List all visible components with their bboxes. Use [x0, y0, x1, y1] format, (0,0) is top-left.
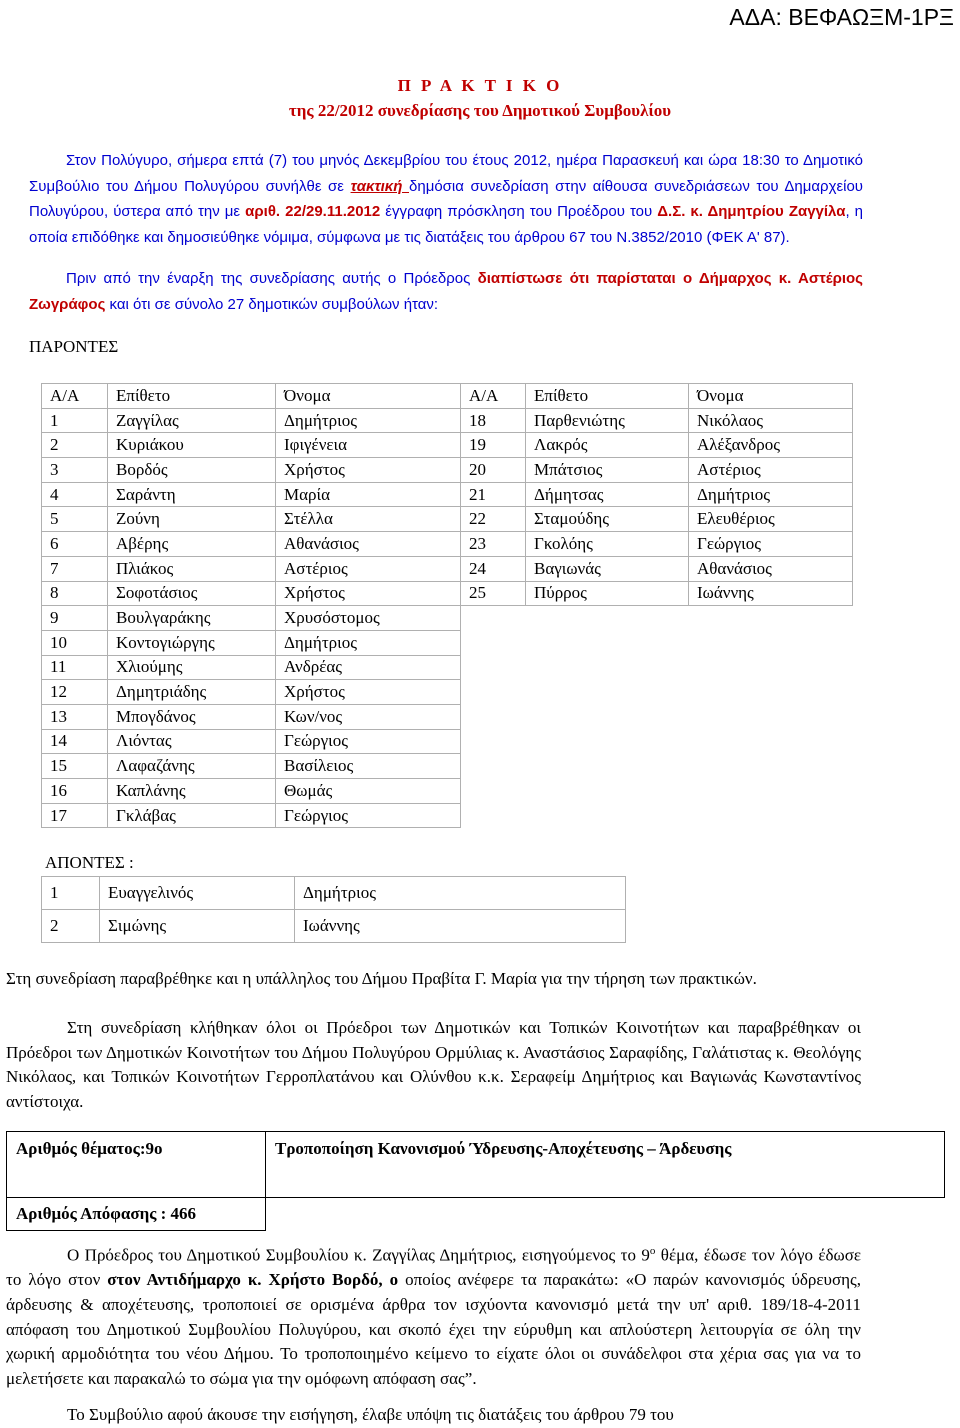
- member-number: 3: [42, 458, 108, 483]
- table-row: [42, 779, 853, 804]
- member-firstname: Χρήστος: [276, 458, 461, 483]
- member-surname: Σταμούδης: [526, 507, 689, 532]
- member-number: 14: [42, 729, 108, 754]
- member-firstname: Χρήστος: [276, 680, 461, 705]
- member-firstname: Κων/νος: [276, 704, 461, 729]
- column-header: Επίθετο: [108, 384, 276, 409]
- topic-title: Τροποποίηση Κανονισμού Ύδρευσης-Αποχέτευσης – Άρδευσης: [266, 1132, 945, 1198]
- member-surname: Μπογδάνος: [108, 704, 276, 729]
- table-row: [42, 704, 853, 729]
- member-surname: Καπλάνης: [108, 779, 276, 804]
- present-heading: ΠΑΡΟΝΤΕΣ: [29, 337, 119, 356]
- empty-cell: [461, 779, 526, 804]
- member-firstname: Αστέριος: [689, 458, 853, 483]
- member-number: 5: [42, 507, 108, 532]
- table-row: [42, 680, 853, 705]
- member-surname: Σαράντη: [108, 482, 276, 507]
- member-number: 13: [42, 704, 108, 729]
- intro-text-5: έγγραφη πρόσκληση του Προέδρου του: [380, 203, 658, 221]
- intro-text-3: δημόσια συνεδρίαση στην αίθουσα συνεδριάσεων του Δημαρχείου Πολυγύρου, ύστερα από την με: [29, 177, 864, 221]
- member-number: 11: [42, 655, 108, 680]
- body-text-2: θέμα, έδωσε τον λόγο έδωσε το λόγο στον: [6, 1245, 861, 1290]
- member-surname: Ζαγγίλας: [108, 408, 276, 433]
- document-title: Π Ρ Α Κ Τ Ι Κ Ο: [397, 76, 563, 95]
- member-number: 22: [461, 507, 526, 532]
- intro-text-7: , η οποία επιδόθηκε και δημοσιεύθηκε νόμιμα, σύμφωνα με τις διατάξεις του άρθρου 67 του Ν.3852/2010 (ΦΕΚ Α' 87).: [29, 203, 863, 247]
- member-surname: Παρθενιώτης: [526, 408, 689, 433]
- member-surname: Δήμητσας: [526, 482, 689, 507]
- column-header: Α/Α: [461, 384, 526, 409]
- member-firstname: Θωμάς: [276, 779, 461, 804]
- table-row: [42, 754, 853, 779]
- document-subtitle: της 22/2012 συνεδρίασης του Δημοτικού Συμβουλίου: [288, 101, 672, 120]
- empty-cell: [526, 630, 689, 655]
- absent-number: 1: [42, 877, 100, 910]
- table-row: [42, 408, 853, 433]
- member-surname: Πύρρος: [526, 581, 689, 606]
- topic-number: Αριθμός θέματος:9ο: [7, 1132, 266, 1198]
- member-surname: Δημητριάδης: [108, 680, 276, 705]
- member-surname: Βουλγαράκης: [108, 606, 276, 631]
- member-firstname: Γεώργιος: [689, 532, 853, 557]
- table-row: [42, 532, 853, 557]
- empty-cell: [526, 754, 689, 779]
- member-firstname: Χρυσόστομος: [276, 606, 461, 631]
- member-firstname: Βασίλειος: [276, 754, 461, 779]
- body-space: [383, 1270, 390, 1289]
- member-number: 20: [461, 458, 526, 483]
- absent-firstname: Ιωάννης: [295, 910, 626, 943]
- member-number: 1: [42, 408, 108, 433]
- intro-session-type: τακτική: [350, 177, 409, 195]
- member-number: 24: [461, 556, 526, 581]
- member-firstname: Αθανάσιος: [276, 532, 461, 557]
- member-firstname: Νικόλαος: [689, 408, 853, 433]
- member-surname: Βαγιωνάς: [526, 556, 689, 581]
- subject-box: [6, 1131, 945, 1231]
- absent-firstname: Δημήτριος: [295, 877, 626, 910]
- ada-code: ΑΔΑ: ΒΕΦΑΩΞΜ-1ΡΞ: [729, 4, 954, 30]
- member-surname: Ζούνη: [108, 507, 276, 532]
- empty-cell: [689, 779, 853, 804]
- empty-cell: [461, 803, 526, 828]
- body-deputy-mayor: στον Αντιδήμαρχο κ. Χρήστο Βορδό,: [107, 1270, 383, 1290]
- empty-cell: [689, 803, 853, 828]
- member-firstname: Δημήτριος: [276, 408, 461, 433]
- table-row: [42, 606, 853, 631]
- member-firstname: Γεώργιος: [276, 729, 461, 754]
- member-firstname: Μαρία: [276, 482, 461, 507]
- column-header: Όνομα: [276, 384, 461, 409]
- table-row: [42, 482, 853, 507]
- present-members-table: [41, 383, 853, 828]
- table-row: [42, 655, 853, 680]
- table-row: [42, 433, 853, 458]
- table-row: [42, 507, 853, 532]
- member-surname: Λακρός: [526, 433, 689, 458]
- empty-cell: [461, 704, 526, 729]
- empty-cell: [526, 704, 689, 729]
- member-number: 15: [42, 754, 108, 779]
- empty-cell: [526, 655, 689, 680]
- member-number: 4: [42, 482, 108, 507]
- table-row: [42, 803, 853, 828]
- table-header-row: [42, 384, 853, 409]
- column-header: Όνομα: [689, 384, 853, 409]
- body-text-1: Ο Πρόεδρος του Δημοτικού Συμβουλίου κ. Ζαγγίλας Δημήτριος, εισηγούμενος το 9: [67, 1245, 650, 1265]
- empty-cell: [689, 655, 853, 680]
- member-firstname: Ανδρέας: [276, 655, 461, 680]
- member-number: 16: [42, 779, 108, 804]
- member-surname: Λιόντας: [108, 729, 276, 754]
- member-firstname: Γεώργιος: [276, 803, 461, 828]
- member-number: 9: [42, 606, 108, 631]
- absent-members-table: [41, 876, 626, 943]
- member-surname: Σοφοτάσιος: [108, 581, 276, 606]
- member-surname: Χλιούμης: [108, 655, 276, 680]
- quorum-text-3: και ότι σε σύνολο 27 δημοτικών συμβούλων ήταν:: [105, 295, 439, 313]
- member-firstname: Δημήτριος: [276, 630, 461, 655]
- empty-cell: [689, 704, 853, 729]
- member-surname: Αβέρης: [108, 532, 276, 557]
- intro-president: Δ.Σ. κ. Δημητρίου Ζαγγίλα: [657, 203, 846, 221]
- member-surname: Κυριάκου: [108, 433, 276, 458]
- member-firstname: Χρήστος: [276, 581, 461, 606]
- body-bold-o: ο: [389, 1270, 399, 1290]
- empty-cell: [461, 655, 526, 680]
- table-row: [42, 910, 626, 943]
- empty-cell: [526, 680, 689, 705]
- column-header: Επίθετο: [526, 384, 689, 409]
- member-firstname: Αθανάσιος: [689, 556, 853, 581]
- table-row: [42, 729, 853, 754]
- empty-cell: [689, 680, 853, 705]
- quorum-paragraph: [29, 266, 863, 317]
- empty-cell: [689, 630, 853, 655]
- member-surname: Μπάτσιος: [526, 458, 689, 483]
- empty-cell: [461, 630, 526, 655]
- member-number: 17: [42, 803, 108, 828]
- empty-cell: [689, 606, 853, 631]
- table-row: [42, 877, 626, 910]
- member-number: 10: [42, 630, 108, 655]
- member-firstname: Δημήτριος: [689, 482, 853, 507]
- intro-paragraph: [29, 148, 863, 251]
- invited-paragraph: Στη συνεδρίαση κλήθηκαν όλοι οι Πρόεδροι των Δημοτικών και Τοπικών Κοινοτήτων και παραβρέθηκαν οι Πρόεδροι των Δημοτικών Κοινοτήτων του Δήμου Πολυγύρου Ορμύλιας κ. Αναστάσιος Σαραφίδης, Γαλάτιστας κ. Θεολόγης Νικόλαος, και Τοπικών Κοινοτήτων Γερροπλατάνου και Ολύνθου κ.κ. Σεραφείμ Δημήτριος και Βαγιωνάς Κωνσταντίνος αντίστοιχα.: [6, 1018, 861, 1112]
- member-firstname: Αστέριος: [276, 556, 461, 581]
- table-row: [42, 630, 853, 655]
- column-header: Α/Α: [42, 384, 108, 409]
- quorum-mayor: διαπίστωσε ότι παρίσταται ο Δήμαρχος κ. Αστέριος Ζωγράφος: [29, 270, 863, 313]
- empty-cell: [526, 803, 689, 828]
- body-paragraph: [6, 1239, 861, 1392]
- member-firstname: Ιωάννης: [689, 581, 853, 606]
- body-paragraph-2: Το Συμβούλιο αφού άκουσε την εισήγηση, έλαβε υπόψη τις διατάξεις του άρθρου 79 του: [67, 1405, 674, 1424]
- member-number: 6: [42, 532, 108, 557]
- table-row: [42, 458, 853, 483]
- absent-heading: ΑΠΟΝΤΕΣ :: [45, 853, 134, 872]
- member-firstname: Ελευθέριος: [689, 507, 853, 532]
- intro-invite-number: αριθ. 22/29.11.2012: [245, 203, 381, 221]
- member-surname: Βορδός: [108, 458, 276, 483]
- member-number: 25: [461, 581, 526, 606]
- empty-cell: [689, 729, 853, 754]
- member-number: 23: [461, 532, 526, 557]
- absent-number: 2: [42, 910, 100, 943]
- member-number: 12: [42, 680, 108, 705]
- body-text-6: οποίος ανέφερε τα παρακάτω: «Ο παρών κανονισμός ύδρευσης, άρδευσης & αποχέτευσης, τροποποιεί σε ορισμένα άρθρα τον ισχύοντα κανονισμό μετά την υπ' αριθ. 189/18-4-2011 απόφαση του Δημοτικού Συμβουλίου Πολυγύρου, και σκοπό έχει την εύρυθμη και απλούστερη λειτουργία σε όλη την χωρική αρμοδιότητα του νέου Δήμου. Το τροποποιημένο κείμενο το είχατε όλοι οι συνάδελφοι στα χέρια σας για να το μελετήσετε και παρακαλώ το σώμα για την ομόφωνη απόφαση σας”.: [6, 1270, 861, 1389]
- member-firstname: Στέλλα: [276, 507, 461, 532]
- empty-cell: [526, 729, 689, 754]
- body-sup: ο: [649, 1245, 656, 1257]
- empty-cell: [461, 729, 526, 754]
- empty-cell: [461, 606, 526, 631]
- empty-cell: [461, 680, 526, 705]
- member-number: 19: [461, 433, 526, 458]
- intro-text-1: Στον Πολύγυρο, σήμερα επτά (7) του μηνός Δεκεμβρίου του έτους 2012, ημέρα Παρασκευή και ώρα 18:30 το Δημοτικό Συμβούλιο του Δήμου Πολυγύρου συνήλθε σε: [29, 152, 863, 195]
- member-number: 21: [461, 482, 526, 507]
- member-number: 7: [42, 556, 108, 581]
- member-surname: Πλιάκος: [108, 556, 276, 581]
- empty-cell: [689, 754, 853, 779]
- member-surname: Κοντογιώργης: [108, 630, 276, 655]
- empty-cell: [526, 779, 689, 804]
- absent-surname: Σιμώνης: [100, 910, 295, 943]
- decision-number: Αριθμός Απόφασης : 466: [7, 1198, 266, 1231]
- member-surname: Γκολόης: [526, 532, 689, 557]
- quorum-text-1: Πριν από την έναρξη της συνεδρίασης αυτής ο Πρόεδρος: [66, 270, 478, 287]
- empty-cell: [461, 754, 526, 779]
- empty-cell: [526, 606, 689, 631]
- member-surname: Λαφαζάνης: [108, 754, 276, 779]
- member-firstname: Αλέξανδρος: [689, 433, 853, 458]
- table-row: [42, 556, 853, 581]
- member-number: 2: [42, 433, 108, 458]
- clerk-paragraph: Στη συνεδρίαση παραβρέθηκε και η υπάλληλος του Δήμου Πραβίτα Γ. Μαρία για την τήρηση των πρακτικών.: [6, 969, 757, 988]
- member-number: 8: [42, 581, 108, 606]
- member-surname: Γκλάβας: [108, 803, 276, 828]
- table-row: [42, 581, 853, 606]
- absent-surname: Ευαγγελινός: [100, 877, 295, 910]
- member-number: 18: [461, 408, 526, 433]
- member-firstname: Ιφιγένεια: [276, 433, 461, 458]
